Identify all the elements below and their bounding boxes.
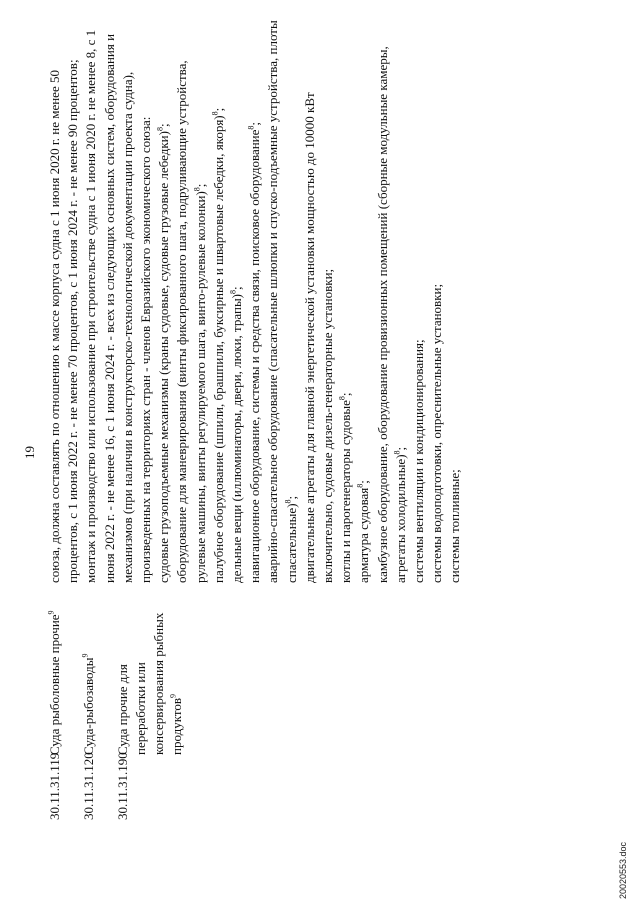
condition-text: аварийно-спасательное оборудование (спасательные шлюпки и спуско-подъемные устройства, плоты спасательные)	[265, 20, 299, 583]
condition-punct: ;	[229, 286, 245, 290]
product-name-text: Суда прочие для переработки или консервирования рыбных продуктов	[115, 612, 184, 755]
product-name-text: Суда рыболовные прочие	[47, 614, 62, 755]
condition-text: палубное оборудование (шпили, брашпили, буксирные и швартовые лебедки, якоря)	[210, 115, 226, 583]
okpd-code: 30.11.31.190	[115, 752, 130, 820]
product-name-text: Суда-рыбозаводы	[81, 657, 96, 755]
footnote-ref: 8	[392, 450, 402, 455]
footnote-ref: 8	[210, 111, 220, 116]
condition-punct: ;	[338, 392, 354, 397]
condition-punct: ;	[356, 480, 372, 484]
product-name	[46, 595, 64, 755]
condition-item	[155, 18, 173, 583]
footnote-ref: 9	[80, 653, 90, 658]
condition-item	[337, 18, 355, 583]
footnote-ref: 8	[192, 187, 202, 192]
condition-punct: ;	[156, 123, 172, 128]
condition-item	[228, 18, 246, 583]
condition-text: котлы и парогенераторы судовые	[338, 400, 354, 583]
condition-punct: ;	[283, 495, 299, 500]
condition-punct: ;	[210, 107, 226, 112]
footnote-ref: 8	[228, 289, 238, 294]
condition-punct: ;	[192, 183, 208, 188]
condition-item: системы топливные;	[447, 469, 463, 583]
footnote-ref: 8	[155, 127, 165, 132]
condition-text: камбузное оборудование, оборудование провизионных помещений (сборные модульные камеры, агрегаты холодильные)	[374, 46, 408, 583]
condition-paragraph: монтаж и производство или использование при строительстве судна с 1 июня 2020 г. не менее 8, с 1 июня 2022 г. - не менее 16, с 1 июня 2024 г. - всех из следующих основных систем, оборудования и механизмов (при наличии в конструкторско-технологической документации проекта судна), произведенных на территориях стран - членов Евразийского экономического союза:	[83, 29, 154, 583]
footnote-ref: 8	[283, 499, 293, 504]
condition-punct: ;	[392, 446, 408, 451]
footnote-ref: 8	[356, 483, 366, 488]
condition-punct: ;	[247, 121, 263, 126]
condition-text: арматура судовая	[356, 487, 372, 583]
page-number: 19	[22, 446, 37, 459]
condition-item	[246, 18, 264, 583]
condition-text: дельные вещи (иллюминаторы, двери, люки, трапы)	[229, 293, 245, 583]
product-name	[80, 595, 98, 755]
condition-item	[210, 18, 228, 583]
footnote-ref: 9	[168, 694, 178, 698]
footnote-ref: 8	[337, 396, 347, 401]
condition-item	[355, 18, 373, 583]
condition-item: системы вентиляции и кондиционирования;	[411, 339, 427, 583]
condition-item: системы водоподготовки, опреснительные установки;	[429, 283, 445, 583]
condition-paragraph: союза, должна составлять по отношению к массе корпуса судна с 1 июня 2020 г. не менее 50 процентов, с 1 июня 2022 г. - не менее 70 процентов, с 1 июня 2024 г. - не менее 90 процентов;	[47, 59, 81, 583]
condition-text: судовые грузоподъемные механизмы (краны судовые, судовые грузовые лебедки)	[156, 131, 172, 583]
footnote-ref: 8	[246, 125, 256, 130]
condition-text: навигационное оборудование, системы и средства связи, поисковое оборудование	[247, 129, 263, 583]
footnote-ref: 9	[46, 610, 56, 615]
condition-item: двигательные агрегаты для главной энергетической установки мощностью до 10000 кВт включительно, судовые дизель-генераторные установки;	[301, 92, 336, 583]
conditions-column	[46, 18, 465, 583]
condition-item	[374, 18, 410, 583]
condition-text: оборудование для маневрирования (винты фиксированного шага, подруливающие устройства, рулевые машины, винты регулируемого шага, винто-рулевые колонки)	[174, 60, 208, 583]
product-name	[114, 595, 186, 755]
okpd-code: 30.11.31.120	[81, 752, 96, 820]
condition-item	[264, 18, 300, 583]
document-filename: 20020553.doc	[618, 841, 628, 899]
condition-item	[173, 18, 209, 583]
okpd-code: 30.11.31.119	[47, 752, 62, 820]
